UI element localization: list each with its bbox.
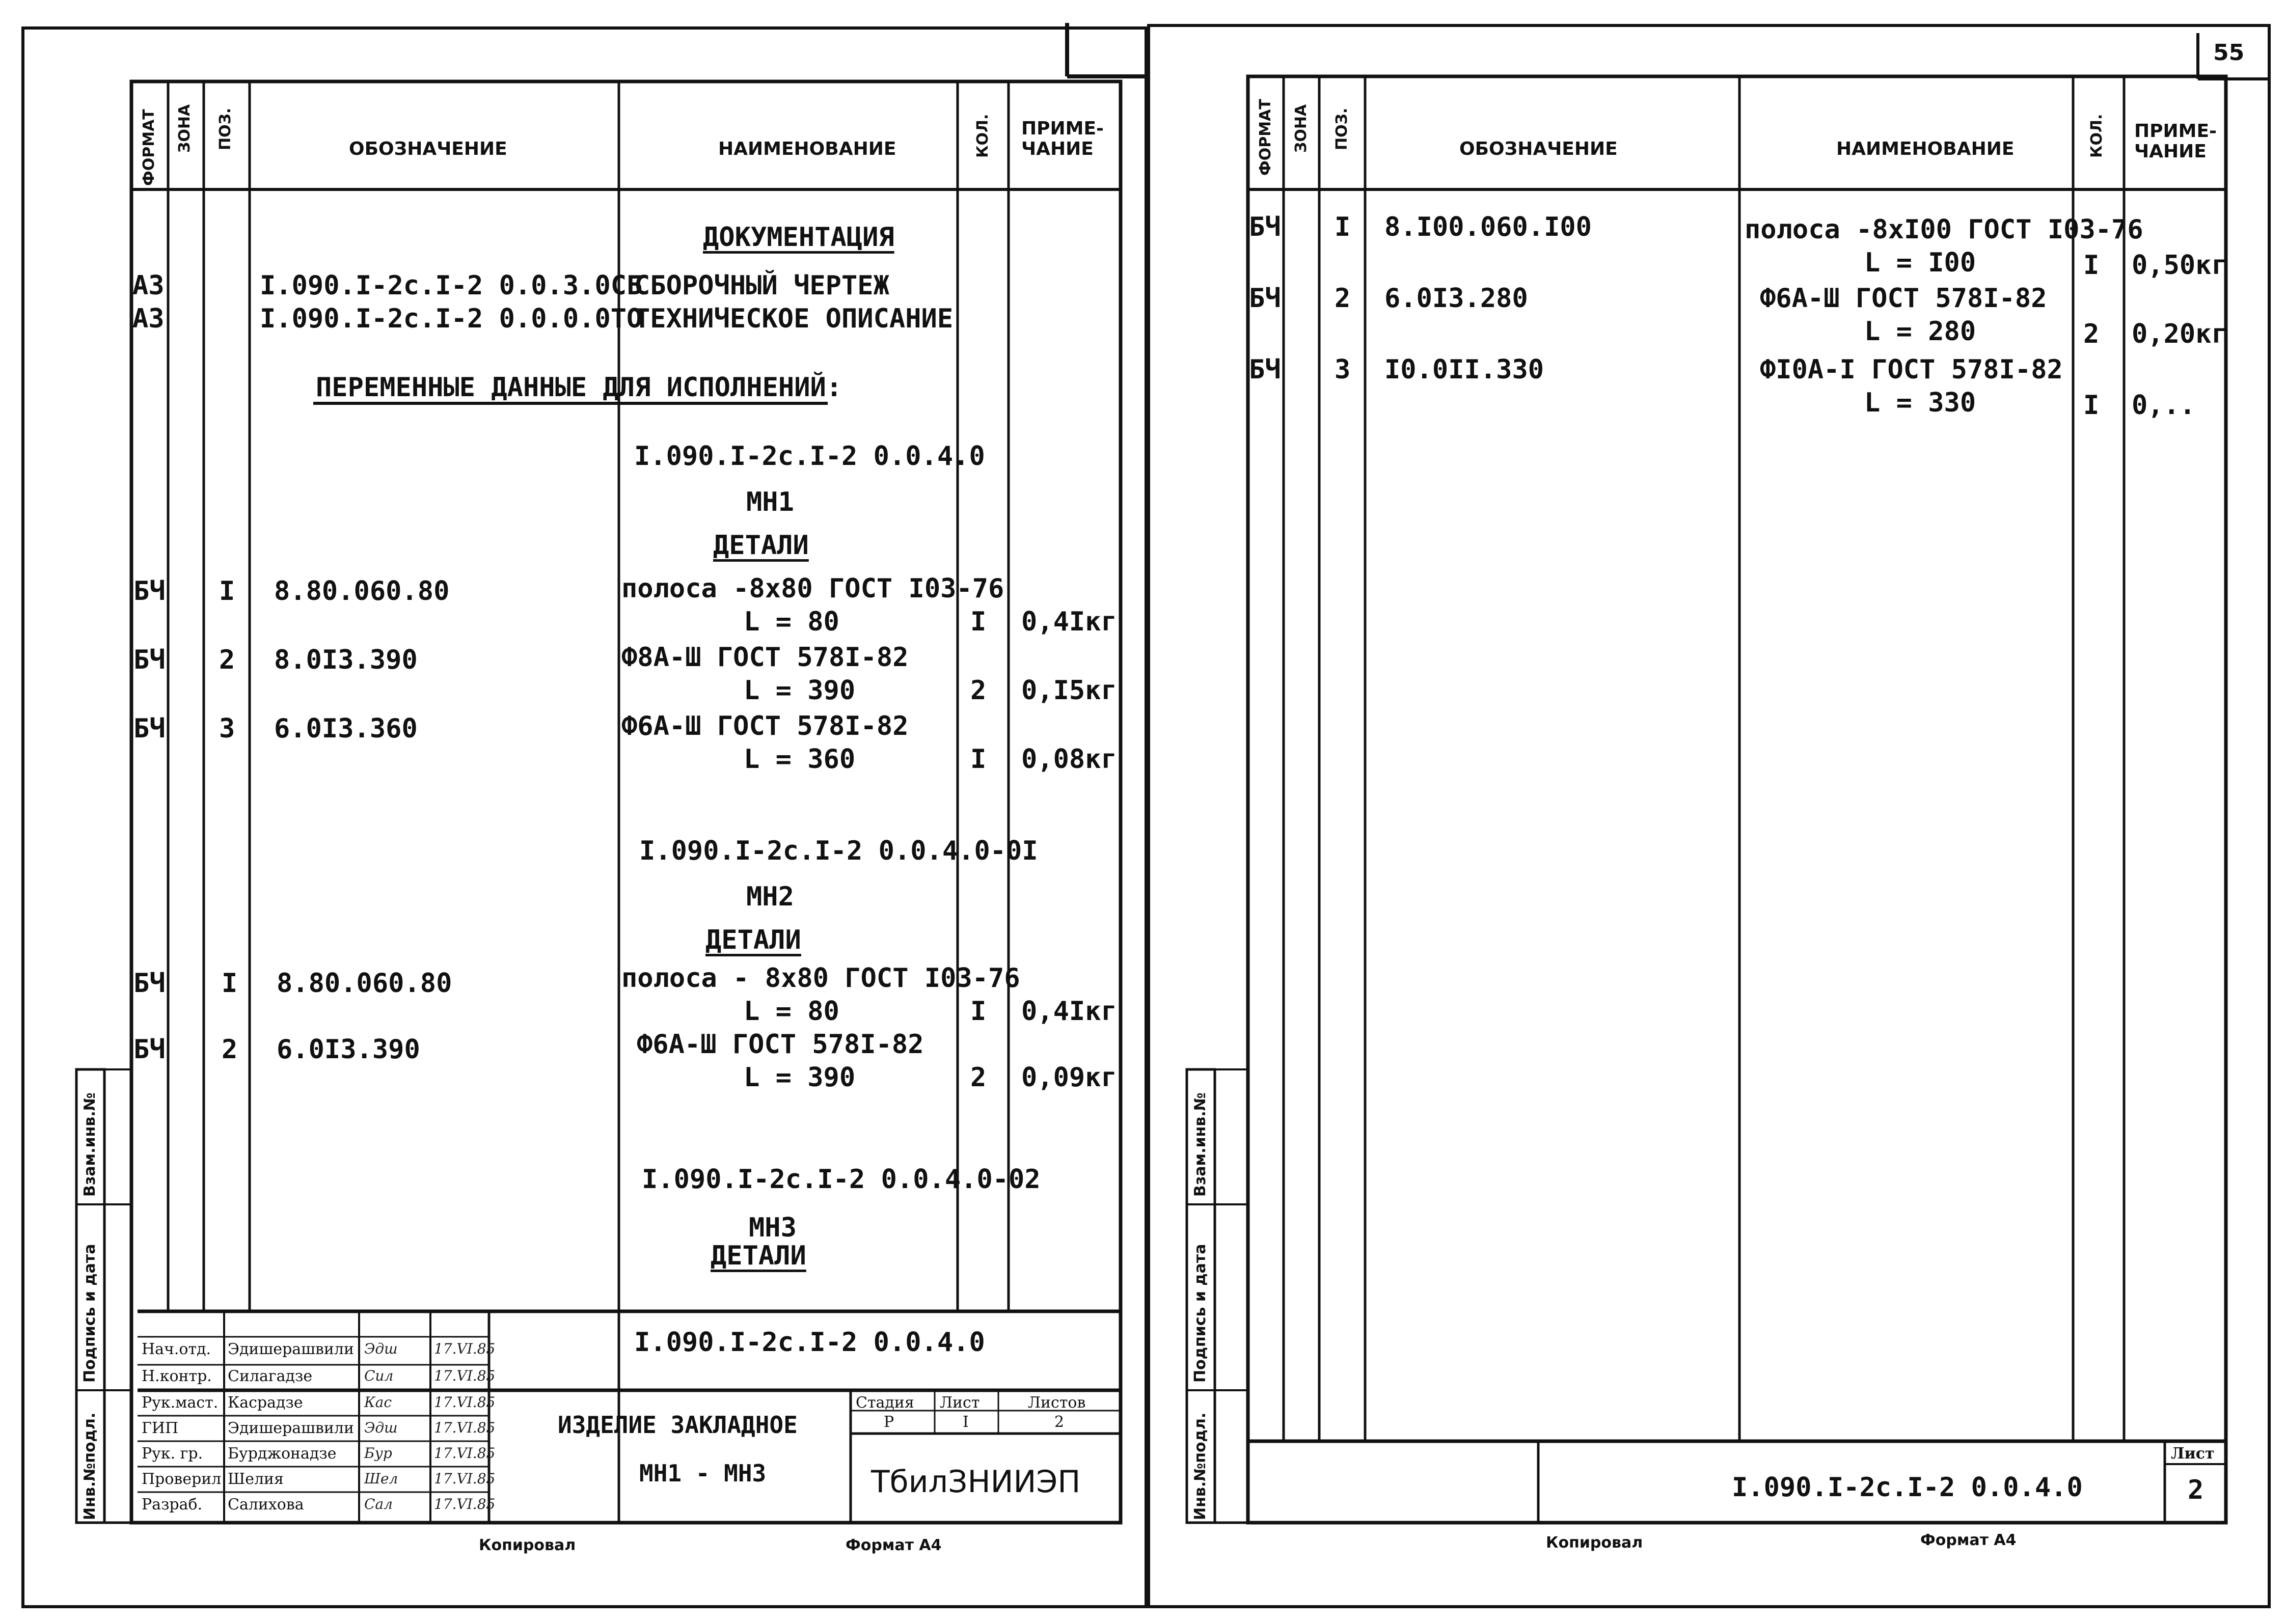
item-designation: 6.0I3.280 bbox=[1384, 283, 1528, 314]
stamp-role: Рук. гр. bbox=[142, 1445, 203, 1463]
stamp-signature: Сал bbox=[364, 1496, 393, 1512]
item-name: Ф6А-Ш ГОСТ 578I-82 bbox=[621, 711, 909, 741]
stamp-name: Шелия bbox=[228, 1470, 284, 1488]
stage-label: Стадия bbox=[856, 1394, 914, 1412]
col-header-designation: ОБОЗНАЧЕНИЕ bbox=[1459, 139, 1618, 159]
col-header-name: НАИМЕНОВАНИЕ bbox=[718, 139, 896, 159]
item-qty: I bbox=[970, 744, 987, 775]
stamp-signature: Шел bbox=[364, 1470, 398, 1487]
item-format: БЧ bbox=[133, 645, 166, 675]
item-pos: 2 bbox=[219, 645, 235, 675]
item-name: полоса -8х80 ГОСТ I03-76 bbox=[621, 573, 1004, 604]
strip-label-signature: Подпись и дата bbox=[1191, 1244, 1209, 1383]
item-format: БЧ bbox=[133, 576, 166, 607]
col-header-qty: КОЛ. bbox=[2088, 114, 2106, 158]
stamp-signature: Эдш bbox=[364, 1419, 398, 1436]
copied-label: Копировал bbox=[1546, 1534, 1643, 1552]
title-block-designation: I.090.I-2с.I-2 0.0.4.0 bbox=[634, 1327, 985, 1358]
item-note: 0,20кг bbox=[2132, 319, 2227, 349]
stamp-date: 17.VI.85 bbox=[434, 1367, 496, 1384]
col-header-pos: ПОЗ. bbox=[216, 107, 234, 150]
stamp-date: 17.VI.85 bbox=[434, 1419, 496, 1436]
doc-designation: I.090.I-2с.I-2 0.0.0.0ТО bbox=[260, 304, 643, 334]
stamp-name: Бурджонадзе bbox=[228, 1445, 337, 1463]
strip-label-inventory: Инв.№подл. bbox=[81, 1412, 99, 1520]
stamp-role: Рук.маст. bbox=[142, 1394, 219, 1412]
col-header-pos: ПОЗ. bbox=[1333, 107, 1351, 150]
stamp-signature: Эдш bbox=[364, 1340, 398, 1357]
item-pos: 3 bbox=[219, 713, 235, 744]
stamp-date: 17.VI.85 bbox=[434, 1340, 496, 1357]
variant-designation: I.090.I-2с.I-2 0.0.4.0 bbox=[634, 441, 985, 472]
page-number: 55 bbox=[2213, 40, 2245, 66]
item-name: полоса -8хI00 ГОСТ I03-76 bbox=[1745, 214, 2143, 245]
strip-label-replacement: Взам.инв.№ bbox=[81, 1092, 99, 1197]
sheet-label: Лист bbox=[2171, 1445, 2215, 1463]
col-header-qty: КОЛ. bbox=[974, 114, 992, 158]
strip-label-inventory: Инв.№подл. bbox=[1191, 1412, 1209, 1520]
item-pos: I bbox=[219, 576, 235, 607]
col-header-note-2: ЧАНИЕ bbox=[2134, 141, 2207, 162]
section-heading-variable-data: ПЕРЕМЕННЫЕ ДАННЫЕ ДЛЯ ИСПОЛНЕНИЙ: bbox=[316, 372, 842, 403]
item-designation: I0.0II.330 bbox=[1384, 354, 1544, 385]
item-qty: I bbox=[970, 607, 987, 637]
item-note: 0,08кг bbox=[1021, 744, 1117, 775]
sheet-value: I bbox=[963, 1413, 969, 1431]
item-name: полоса - 8х80 ГОСТ I03-76 bbox=[621, 963, 1020, 994]
item-name: Ф8А-Ш ГОСТ 578I-82 bbox=[621, 642, 909, 673]
item-note: 0,09кг bbox=[1021, 1062, 1117, 1093]
item-format: БЧ bbox=[1249, 212, 1281, 242]
stamp-date: 17.VI.85 bbox=[434, 1445, 496, 1462]
section-heading-documentation: ДОКУМЕНТАЦИЯ bbox=[703, 222, 894, 253]
stamp-role: Разраб. bbox=[142, 1496, 203, 1513]
stamp-name: Силагадзе bbox=[228, 1367, 313, 1385]
item-pos: I bbox=[222, 968, 238, 999]
item-note: 0,50кг bbox=[2132, 250, 2227, 281]
doc-name: СБОРОЧНЫЙ ЧЕРТЕЖ bbox=[634, 270, 889, 301]
doc-format: А3 bbox=[132, 270, 165, 301]
item-designation: 6.0I3.390 bbox=[277, 1034, 420, 1065]
item-designation: 6.0I3.360 bbox=[274, 713, 418, 744]
item-note: 0,4Iкг bbox=[1021, 607, 1117, 637]
item-format: БЧ bbox=[1249, 283, 1281, 314]
item-format: БЧ bbox=[133, 1034, 166, 1065]
item-pos: 2 bbox=[1335, 283, 1351, 314]
sheet-value: 2 bbox=[2188, 1475, 2204, 1505]
stamp-date: 17.VI.85 bbox=[434, 1496, 496, 1512]
stamp-name: Салихова bbox=[228, 1496, 304, 1513]
title-block-designation: I.090.I-2с.I-2 0.0.4.0 bbox=[1732, 1472, 2083, 1503]
product-title: ИЗДЕЛИЕ ЗАКЛАДНОЕ bbox=[558, 1411, 798, 1439]
item-note: 0,I5кг bbox=[1021, 675, 1117, 706]
variant-mark: МН2 bbox=[746, 882, 794, 912]
item-length: L = I00 bbox=[1864, 247, 1976, 278]
item-length: L = 80 bbox=[744, 607, 839, 637]
item-length: L = 280 bbox=[1864, 316, 1976, 347]
item-qty: 2 bbox=[970, 1062, 987, 1093]
item-length: L = 390 bbox=[744, 1062, 856, 1093]
col-header-note-1: ПРИМЕ- bbox=[1021, 118, 1104, 139]
stamp-name: Эдишерашвили bbox=[228, 1419, 354, 1437]
format-label: Формат А4 bbox=[1920, 1531, 2017, 1549]
sheets-value: 2 bbox=[1054, 1413, 1065, 1431]
variant-designation: I.090.I-2с.I-2 0.0.4.0-0I bbox=[639, 836, 1038, 866]
item-note: 0,.. bbox=[2132, 390, 2196, 421]
item-designation: 8.I00.060.I00 bbox=[1384, 212, 1592, 242]
item-qty: 2 bbox=[970, 675, 987, 706]
item-format: БЧ bbox=[1249, 354, 1281, 385]
stamp-role: Проверил bbox=[142, 1470, 222, 1488]
stamp-role: Нач.отд. bbox=[142, 1340, 211, 1358]
stamp-date: 17.VI.85 bbox=[434, 1394, 496, 1411]
item-qty: I bbox=[2083, 250, 2100, 281]
organization: ТбилЗНИИЭП bbox=[871, 1464, 1081, 1500]
doc-format: А3 bbox=[132, 304, 165, 334]
section-heading-details: ДЕТАЛИ bbox=[711, 1241, 806, 1271]
item-designation: 8.80.060.80 bbox=[277, 968, 452, 999]
stamp-role: Н.контр. bbox=[142, 1367, 212, 1385]
variant-mark: МН3 bbox=[749, 1213, 797, 1243]
doc-name: ТЕХНИЧЕСКОЕ ОПИСАНИЕ bbox=[634, 304, 954, 334]
item-length: L = 360 bbox=[744, 744, 856, 775]
section-heading-details: ДЕТАЛИ bbox=[713, 530, 809, 561]
sheet-label: Лист bbox=[940, 1394, 980, 1412]
col-header-designation: ОБОЗНАЧЕНИЕ bbox=[349, 139, 507, 159]
item-pos: 3 bbox=[1335, 354, 1351, 385]
item-length: L = 80 bbox=[744, 996, 839, 1027]
stamp-signature: Бур bbox=[364, 1445, 392, 1462]
sheets-label: Листов bbox=[1028, 1394, 1086, 1412]
item-pos: I bbox=[1335, 212, 1351, 242]
stamp-date: 17.VI.85 bbox=[434, 1470, 496, 1487]
format-label: Формат А4 bbox=[846, 1536, 942, 1554]
col-header-name: НАИМЕНОВАНИЕ bbox=[1836, 139, 2015, 159]
stamp-signature: Кас bbox=[364, 1394, 392, 1411]
item-qty: I bbox=[970, 996, 987, 1027]
stage-value: Р bbox=[884, 1413, 894, 1431]
item-designation: 8.0I3.390 bbox=[274, 645, 418, 675]
strip-label-signature: Подпись и дата bbox=[81, 1244, 99, 1383]
variant-mark: МН1 bbox=[746, 487, 794, 517]
item-name: Ф6А-Ш ГОСТ 578I-82 bbox=[637, 1029, 924, 1060]
item-name: ФI0А-I ГОСТ 578I-82 bbox=[1760, 354, 2063, 385]
section-heading-details: ДЕТАЛИ bbox=[705, 925, 801, 955]
item-length: L = 390 bbox=[744, 675, 856, 706]
col-header-zone: ЗОНА bbox=[1292, 104, 1310, 153]
col-header-zone: ЗОНА bbox=[176, 104, 194, 153]
copied-label: Копировал bbox=[479, 1536, 576, 1554]
product-marks: МН1 - МН3 bbox=[639, 1460, 767, 1487]
col-header-format: ФОРМАТ bbox=[1257, 99, 1274, 176]
variant-designation: I.090.I-2с.I-2 0.0.4.0-02 bbox=[642, 1164, 1041, 1195]
item-format: БЧ bbox=[133, 968, 166, 999]
col-header-note-2: ЧАНИЕ bbox=[1021, 139, 1094, 159]
item-pos: 2 bbox=[222, 1034, 238, 1065]
item-name: Ф6А-Ш ГОСТ 578I-82 bbox=[1760, 283, 2047, 314]
item-qty: 2 bbox=[2083, 319, 2100, 349]
col-header-note-1: ПРИМЕ- bbox=[2134, 121, 2217, 142]
item-qty: I bbox=[2083, 390, 2100, 421]
strip-label-replacement: Взам.инв.№ bbox=[1191, 1092, 1209, 1197]
item-designation: 8.80.060.80 bbox=[274, 576, 450, 607]
col-header-format: ФОРМАТ bbox=[140, 109, 158, 186]
stamp-name: Эдишерашвили bbox=[228, 1340, 354, 1358]
stamp-signature: Сил bbox=[364, 1367, 394, 1384]
stamp-name: Касрадзе bbox=[228, 1394, 303, 1412]
item-format: БЧ bbox=[133, 713, 166, 744]
item-length: L = 330 bbox=[1864, 388, 1976, 418]
doc-designation: I.090.I-2с.I-2 0.0.3.0СБ bbox=[260, 270, 643, 301]
stamp-role: ГИП bbox=[142, 1419, 179, 1437]
item-note: 0,4Iкг bbox=[1021, 996, 1117, 1027]
